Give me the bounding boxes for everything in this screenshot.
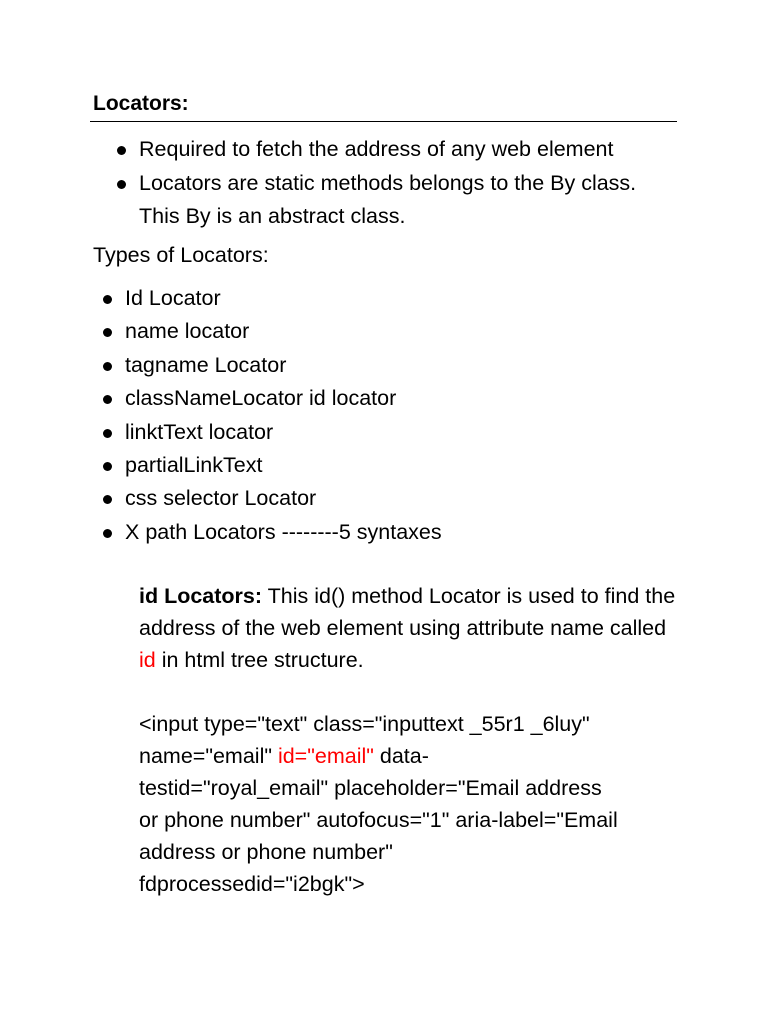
html-code-sample — [139, 708, 684, 900]
list-item — [100, 382, 660, 415]
code-line: testid="royal_email" placeholder="Email address — [139, 776, 602, 800]
list-item-text: tagname Locator — [125, 352, 287, 377]
list-item — [100, 416, 660, 449]
paragraph-text: in html tree structure. — [155, 648, 364, 672]
code-text: name="email" — [139, 744, 278, 768]
list-item — [100, 349, 660, 382]
code-line: fdprocessedid="i2bgk"> — [139, 872, 365, 896]
highlighted-code: id="email" — [277, 744, 374, 768]
list-item — [100, 449, 660, 482]
id-locator-paragraph — [139, 580, 684, 676]
bullet-icon — [103, 462, 112, 471]
bullet-icon — [117, 146, 126, 155]
bullet-icon — [103, 395, 112, 404]
section-heading: Locators: — [93, 92, 189, 115]
list-item — [100, 482, 660, 515]
code-text: data- — [373, 744, 429, 768]
id-locator-label: id Locators: — [139, 584, 263, 608]
list-item — [100, 516, 660, 549]
bullet-icon — [103, 429, 112, 438]
code-line: address or phone number" — [139, 840, 393, 864]
code-line: or phone number" autofocus="1" aria-label="Email — [139, 808, 618, 832]
code-line — [139, 740, 684, 772]
list-item-text: Locators are static methods belongs to the By class. This By is an abstract class. — [139, 171, 637, 228]
bullet-icon — [103, 295, 112, 304]
list-item-text: linktText locator — [125, 419, 274, 444]
list-item — [100, 282, 660, 315]
list-item — [100, 315, 660, 348]
bullet-icon — [103, 495, 112, 504]
list-item-text: Required to fetch the address of any web element — [139, 137, 614, 161]
bullet-icon — [103, 362, 112, 371]
list-item-text: name locator — [125, 319, 250, 344]
list-item — [114, 167, 674, 233]
list-item-text: css selector Locator — [125, 486, 317, 511]
list-item — [114, 133, 674, 166]
bullet-icon — [103, 529, 112, 538]
list-item-text: X path Locators --------5 syntaxes — [125, 519, 442, 544]
list-item-text: partialLinkText — [125, 452, 263, 477]
types-heading: Types of Locators: — [93, 243, 269, 267]
bullet-icon — [117, 180, 126, 189]
list-item-text: Id Locator — [125, 286, 221, 310]
bullet-icon — [103, 328, 112, 337]
intro-bullet-list — [114, 133, 674, 234]
highlighted-keyword: id — [139, 648, 156, 672]
paragraph-text: This id() method Locator is used to find the address of the web element using attribute name called — [139, 584, 676, 640]
list-item-text: classNameLocator id locator — [125, 386, 397, 411]
locator-types-list — [100, 282, 660, 549]
heading-divider — [90, 121, 677, 122]
code-line: <input type="text" class="inputtext _55r1 _6luy" — [139, 712, 590, 736]
